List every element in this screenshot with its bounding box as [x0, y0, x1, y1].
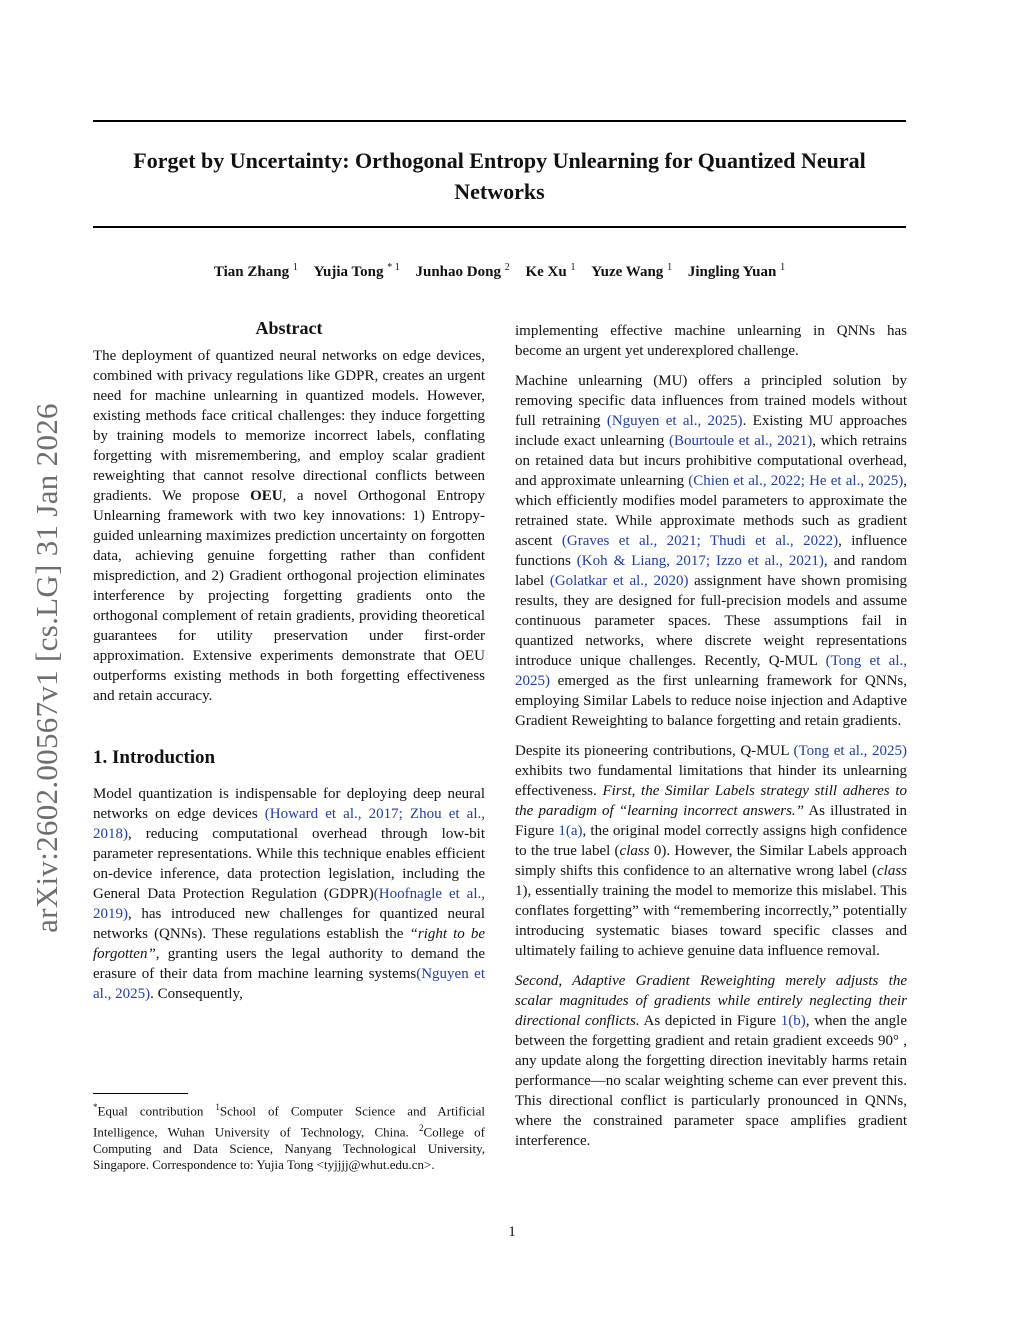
body-paragraph: Machine unlearning (MU) offers a principled solution by removing specific data influences from trained models without full retraining (Nguyen et al., 2025). Existing MU approaches include exact unlearning (Bourtoule et al., 2021), which retrains on retained data but incurs prohibitive computational overhead, and approximate unlearning (Chien et al., 2022; He et al., 2025), which efficiently modifies model parameters to approximate the retrained state. While approximate methods such as gradient ascent (Graves et al., 2021; Thudi et al., 2022), influence functions (Koh & Liang, 2017; Izzo et al., 2021), and random label (Golatkar et al., 2020) assignment have shown promising results, they are designed for full-precision models and assume continuous parameter spaces. These assumptions fail in quantized networks, where discrete weight representations introduce unique challenges. Recently, Q-MUL (Tong et al., 2025) emerged as the first unlearning framework for QNNs, employing Similar Labels to reduce noise injection and Adaptive Gradient Reweighting to balance forgetting and retain gradients.	[515, 373, 908, 729]
title-bottom-rule	[93, 226, 906, 228]
author-entry: Tian Zhang $^1$	[213, 262, 298, 280]
author-entry: Yujia Tong $^{* 1}$	[313, 262, 400, 280]
citation-link[interactable]: (Hoofnagle et al., 2019)	[93, 886, 485, 922]
author-entry: Yuze Wang $^1$	[591, 262, 673, 280]
paper-title: Forget by Uncertainty: Orthogonal Entropy Unlearning for Quantized Neural Networks	[133, 148, 866, 204]
author-entry: Junhao Dong $^2$	[415, 262, 510, 280]
citation-link[interactable]: (Graves et al., 2021; Thudi et al., 2022)	[561, 533, 839, 549]
citation-link[interactable]: (Bourtoule et al., 2021)	[669, 433, 813, 449]
arxiv-stamp: arXiv:2602.00567v1 [cs.LG] 31 Jan 2026	[29, 403, 64, 933]
citation-link[interactable]: (Golatkar et al., 2020)	[549, 573, 689, 589]
author-list	[93, 262, 906, 281]
left-column	[93, 318, 485, 1014]
abstract-heading: Abstract	[255, 318, 323, 338]
body-paragraph: Despite its pioneering contributions, Q-MUL (Tong et al., 2025) exhibits two fundamental limitations that hinder its unlearning effectiveness. First, the Similar Labels strategy still adheres to the paradigm of “learning incorrect answers.” As illustrated in Figure 1(a), the original model correctly assigns high confidence to the true label (class 0). However, the Similar Labels approach simply shifts this confidence to an alternative wrong label (class 1), essentially training the model to memorize this mislabel. This conflates forgetting” with “remembering incorrectly,” potentially introducing systematic biases toward specific classes and ultimately failing to achieve genuine data influence removal.	[515, 743, 907, 959]
footnote-rule	[93, 1093, 188, 1094]
top-rule	[93, 120, 906, 122]
citation-link[interactable]: (Chien et al., 2022; He et al., 2025)	[688, 473, 904, 489]
citation-link[interactable]: (Tong et al., 2025)	[515, 653, 907, 689]
introduction-paragraph: Model quantization is indispensable for deploying deep neural networks on edge devices (Howard et al., 2017; Zhou et al., 2018), reducing computational overhead through low-bit parameter representations. While this technique enables efficient on-device inference, data protection legislation, including the General Data Protection Regulation (GDPR)(Hoofnagle et al., 2019), has introduced new challenges for quantized neural networks (QNNs). These regulations establish the “right to be forgotten”, granting users the legal authority to demand the erasure of their data from machine learning systems(Nguyen et al., 2025). Consequently,	[93, 786, 486, 1002]
citation-link[interactable]: (Howard et al., 2017; Zhou et al., 2018)	[93, 806, 485, 842]
footnotes: *Equal contribution $^1$School of Computer Science and Artificial Intelligence, Wuhan University of Technology, China. $^2$College of Computing and Data Science, Nanyang Technological University, Singapore. Correspondence to: Yujia Tong <tyjjjj@whut.edu.cn>.	[93, 1102, 486, 1173]
right-column	[515, 321, 907, 1161]
citation-link[interactable]: (Nguyen et al., 2025)	[606, 413, 743, 429]
citation-link[interactable]: (Tong et al., 2025)	[793, 743, 907, 759]
citation-link[interactable]: (Nguyen et al., 2025)	[93, 966, 486, 1002]
page-number: 1	[508, 1224, 516, 1240]
author-entry: Ke Xu $^1$	[525, 262, 576, 280]
introduction-heading: 1. Introduction	[93, 747, 216, 768]
figure-link[interactable]: 1(a)	[558, 823, 583, 839]
abstract-text: The deployment of quantized neural networks on edge devices, combined with privacy regulations like GDPR, creates an urgent need for machine unlearning in quantized models. However, existing methods face critical challenges: they induce forgetting by training models to memorize incorrect labels, conflating forgetting with misremembering, and employ scalar gradient reweighting that cannot resolve directional conflicts between gradients. We propose OEU, a novel Orthogonal Entropy Unlearning framework with two key innovations: 1) Entropy-guided unlearning maximizes prediction uncertainty on forgotten data, achieving genuine forgetting rather than confident misprediction, and 2) Gradient orthogonal projection eliminates interference by projecting forgetting gradients onto the orthogonal complement of retain gradients, providing theoretical guarantees for utility preservation under first-order approximation. Extensive experiments demonstrate that OEU outperforms existing methods in both forgetting effectiveness and retain accuracy.	[93, 348, 485, 704]
author-entry: Jingling Yuan $^1$	[687, 262, 786, 280]
body-paragraph: Second, Adaptive Gradient Reweighting merely adjusts the scalar magnitudes of gradients while entirely neglecting their directional conflicts. As depicted in Figure 1(b), when the angle between the forgetting gradient and retain gradient exceeds 90° , any update along the forgetting direction inevitably harms retain performance—no scalar weighting scheme can ever prevent this. This directional conflict is particularly pronounced in QNNs, where the constrained parameter space amplifies gradient interference.	[515, 973, 907, 1149]
body-paragraph: implementing effective machine unlearning in QNNs has become an urgent yet underexplored challenge.	[515, 323, 907, 359]
figure-link[interactable]: 1(b)	[780, 1013, 806, 1029]
citation-link[interactable]: (Koh & Liang, 2017; Izzo et al., 2021)	[576, 553, 824, 569]
